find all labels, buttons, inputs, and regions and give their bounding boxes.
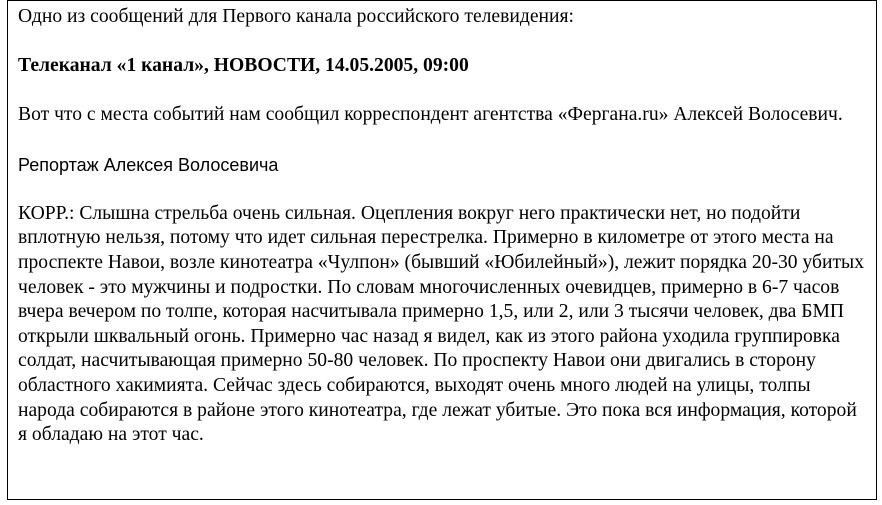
lead-paragraph: Вот что с места событий нам сообщил корреспондент агентства «Фергана.ru» Алексей Волосевич. xyxy=(18,104,843,126)
report-body: КОРР.: Слышна стрельба очень сильная. Оцепления вокруг него практически нет, но подойти вплотную нельзя, потому что идет сильная перестрелка. Примерно в километре от этого места на проспекте Навои, возле кинотеатра «Чулпон» (бывший «Юбилейный»), лежит порядка 20-30 убитых человек - это мужчины и подростки. По словам многочисленных очевидцев, примерно в 6-7 часов вчера вечером по толпе, которая насчитывала примерно 1,5, или 2, или 3 тысячи человек, два БМП открыли шквальный огонь. Примерно час назад я видел, как из этого района уходила группировка солдат, насчитывающая примерно 50-80 человек. По проспекту Навои они двигались в сторону областного хакимията. Сейчас здесь собираются, выходят очень много людей на улицы, толпы народа собираются в районе этого кинотеатра, где лежат убитые. Это пока вся информация, которой я обладаю на этот час. xyxy=(18,202,864,446)
news-headline: Телеканал «1 канал», НОВОСТИ, 14.05.2005, 09:00 xyxy=(18,55,469,77)
document-frame xyxy=(7,0,877,500)
spacer xyxy=(18,177,866,202)
intro-text: Одно из сообщений для Первого канала российского телевидения: xyxy=(18,6,574,27)
spacer xyxy=(18,79,866,104)
report-title: Репортаж Алексея Волосевича xyxy=(18,154,279,175)
spacer xyxy=(18,128,866,153)
spacer xyxy=(18,30,866,55)
